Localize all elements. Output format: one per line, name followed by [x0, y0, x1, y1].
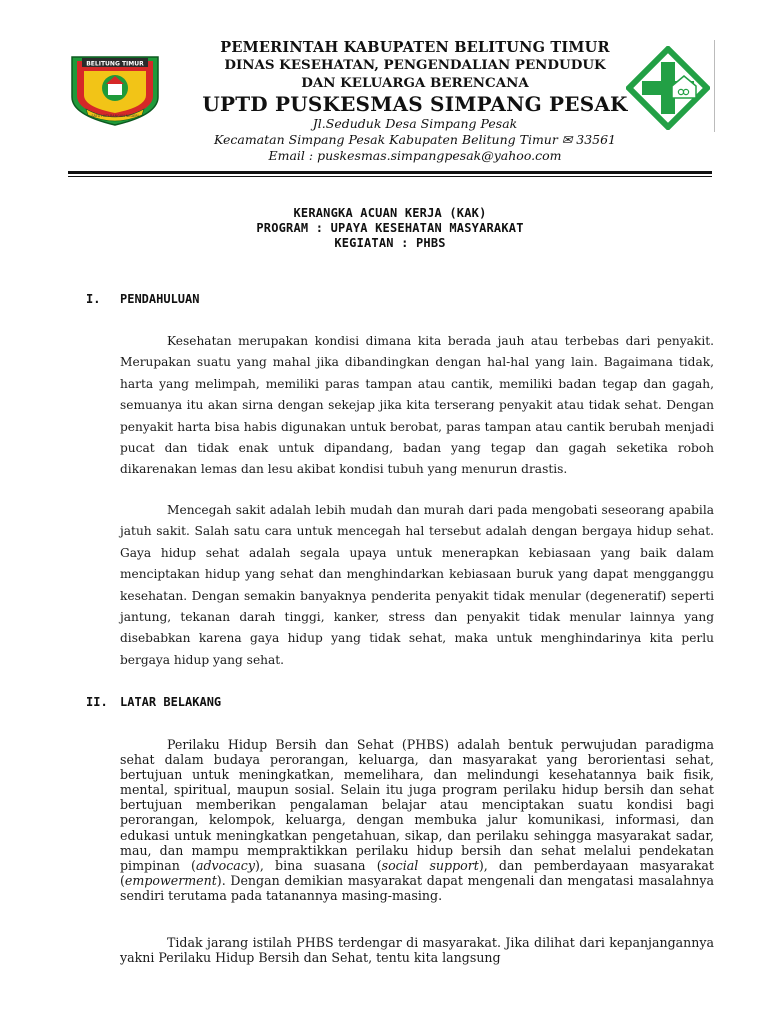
letterhead-email: Email : puskesmas.simpangpesak@yahoo.com	[268, 148, 562, 163]
document-program: PROGRAM : UPAYA KESEHATAN MASYARAKAT	[256, 221, 524, 235]
section-heading: PENDAHULUAN	[120, 292, 200, 306]
svg-text:SATU HATI BANGUN NEGERI: SATU HATI BANGUN NEGERI	[91, 114, 139, 118]
letterhead-thick-rule	[68, 171, 712, 174]
belitung-timur-emblem	[68, 53, 162, 127]
document-activity: KEGIATAN : PHBS	[334, 236, 446, 250]
section-heading: LATAR BELAKANG	[120, 695, 222, 709]
italic-term: empowerment	[124, 872, 217, 888]
paragraph	[120, 737, 714, 903]
paragraph: Kesehatan merupakan kondisi dimana kita berada jauh atau terbebas dari penyakit. Merupakan suatu yang mahal jika dibandingkan dengan hal-hal yang lain. Bagaimana tidak, harta yang melimpah, memiliki paras tampan atau cantik, memiliki badan tegap dan gagah, semuanya itu akan sirna dengan sekejap jika kita terserang penyakit atau tidak sehat. Dengan penyakit harta bisa habis digunakan untuk berobat, paras tampan atau cantik berubah menjadi pucat dan tidak enak untuk dipandang, badan yang tegap dan gagah seketika roboh dikarenakan lemas dan lesu akibat kondisi tubuh yang menurun drastis.	[120, 334, 714, 477]
italic-term: advocacy	[195, 857, 255, 873]
text-run: ), dan pemberdayaan masyarakat (	[120, 857, 714, 888]
paragraph: Mencegah sakit adalah lebih mudah dan murah dari pada mengobati seseorang apabila jatuh sakit. Salah satu cara untuk mencegah hal tersebut adalah dengan bergaya hidup sehat. Gaya hidup sehat adalah segala upaya untuk menerapkan kebiasaan yang baik dalam menciptakan hidup yang sehat dan menghindarkan kebiasaan buruk yang dapat mengganggu kesehatan. Dengan semakin banyaknya penderita penyakit tidak menular (degeneratif) seperti jantung, tekanan darah tinggi, kanker, stress dan penyakit tidak menular lainnya yang disebabkan karena gaya hidup yang tidak sehat, maka untuk menghindarinya kita perlu bergaya hidup yang sehat.	[120, 503, 714, 667]
letterhead-street: Jl.Seduduk Desa Simpang Pesak	[312, 116, 518, 131]
document-title: KERANGKA ACUAN KERJA (KAK)	[293, 206, 487, 220]
text-run: ). Dengan demikian masyarakat dapat mengenali dan mengatasi masalahnya sendiri terutama pada tatanannya masing-masing.	[120, 872, 714, 903]
letterhead-department: DINAS KESEHATAN, PENGENDALIAN PENDUDUK	[224, 57, 606, 73]
header-divider	[714, 40, 715, 132]
letterhead-thin-rule	[68, 176, 712, 177]
svg-text:BELITUNG TIMUR: BELITUNG TIMUR	[86, 60, 144, 68]
paragraph: Tidak jarang istilah PHBS terdengar di masyarakat. Jika dilihat dari kepanjangannya yakni Perilaku Hidup Bersih dan Sehat, tentu kita langsung	[120, 935, 714, 966]
puskesmas-logo	[626, 46, 710, 130]
letterhead-institution: UPTD PUSKESMAS SIMPANG PESAK	[202, 92, 628, 116]
letterhead-department-cont: DAN KELUARGA BERENCANA	[301, 75, 529, 91]
text-run: Perilaku Hidup Bersih dan Sehat (PHBS) adalah bentuk perwujudan paradigma sehat dalam budaya perorangan, keluarga, dan masyarakat yang berorientasi sehat, bertujuan untuk meningkatkan, memelihara, dan melindungi kesehatannya baik fisik, mental, spiritual, maupun sosial. Selain itu juga program perilaku hidup bersih dan sehat bertujuan memberikan pengalaman belajar atau menciptakan suatu kondisi bagi perorangan, kelompok, keluarga, dengan membuka jalur komunikasi, informasi, dan edukasi untuk meningkatkan pengetahuan, sikap, dan perilaku sehingga masyarakat sadar, mau, dan mampu mempraktikkan perilaku hidup bersih dan sehat melalui pendekatan pimpinan (	[120, 737, 714, 873]
section-number: I.	[86, 292, 101, 306]
letterhead-district: Kecamatan Simpang Pesak Kabupaten Belitung Timur ✉ 33561	[213, 132, 617, 147]
section-number: II.	[86, 695, 108, 709]
text-run: ), bina suasana (	[254, 857, 382, 873]
letterhead-government: PEMERINTAH KABUPATEN BELITUNG TIMUR	[220, 39, 610, 56]
italic-term: social support	[381, 857, 479, 873]
